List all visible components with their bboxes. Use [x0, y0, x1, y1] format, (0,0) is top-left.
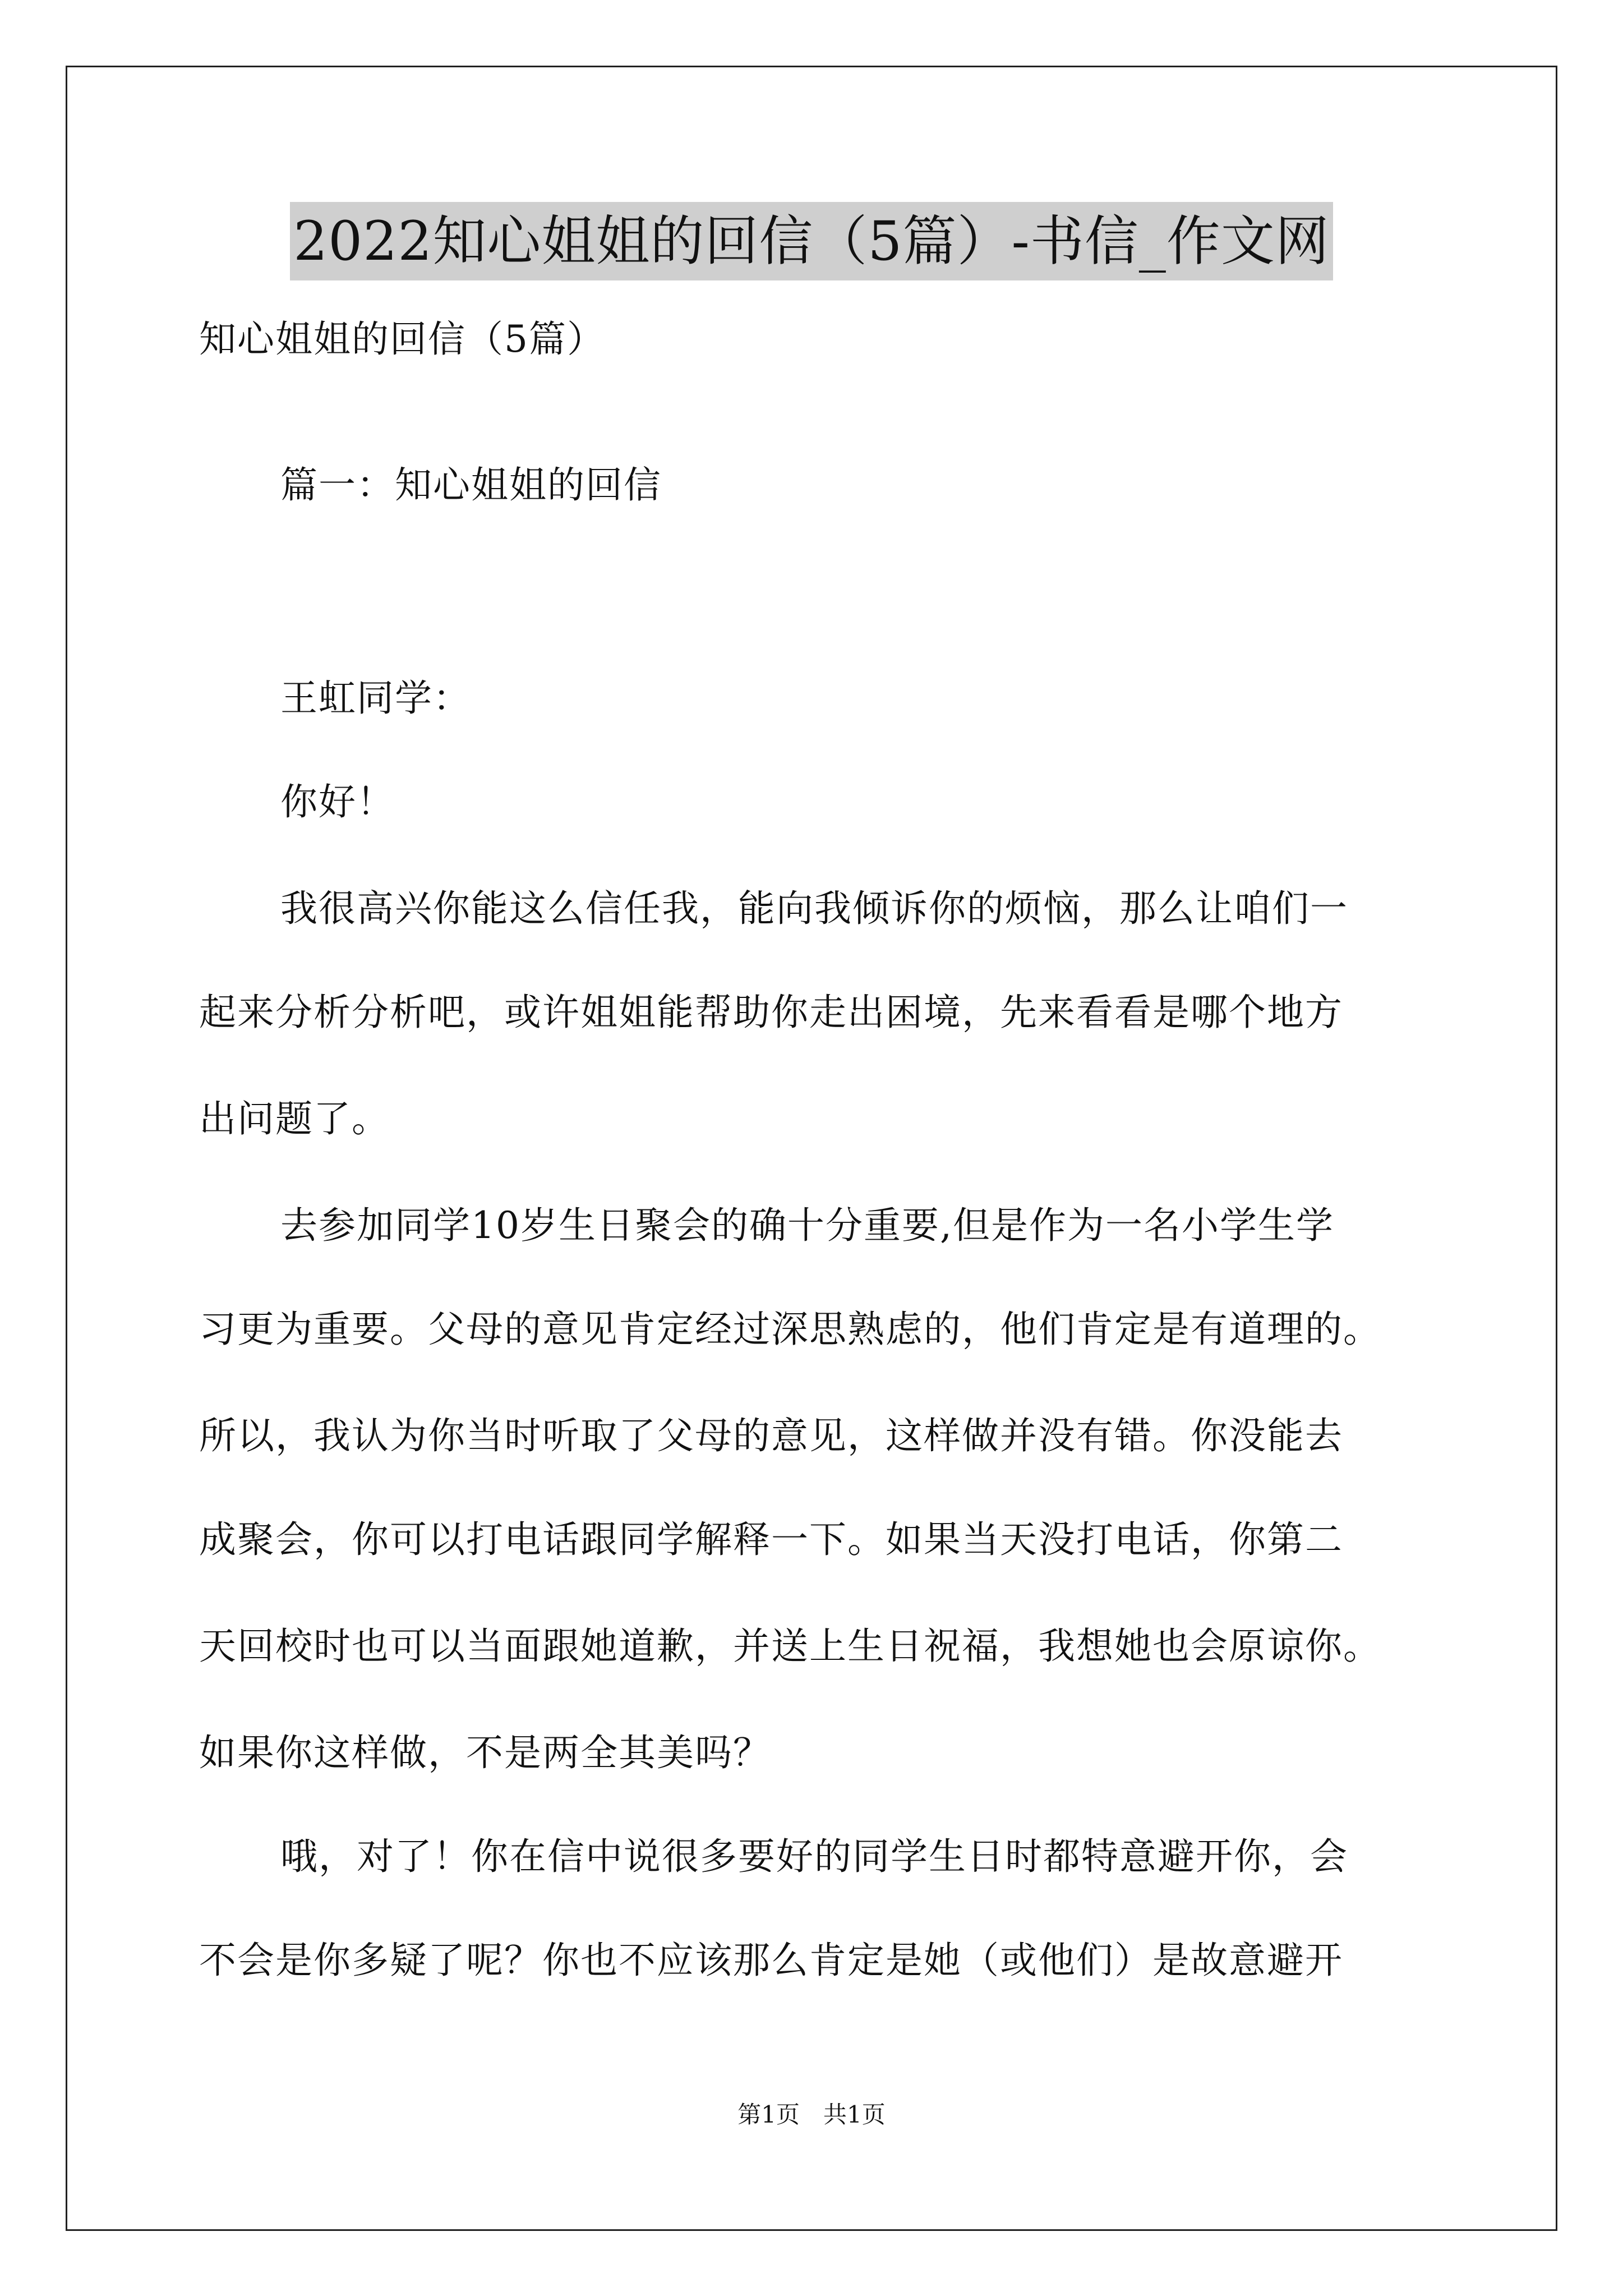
paragraph-line: 哦，对了！你在信中说很多要好的同学生日时都特意避开你，会 [280, 1835, 1348, 1878]
paragraph-line: 习更为重要。父母的意见肯定经过深思熟虑的，他们肯定是有道理的。 [199, 1308, 1381, 1351]
paragraph-line: 所以，我认为你当时听取了父母的意见，这样做并没有错。你没能去 [199, 1414, 1343, 1457]
letter-greeting: 王虹同学： [280, 677, 471, 720]
paragraph-line: 不会是你多疑了呢？你也不应该那么肯定是她（或他们）是故意避开 [199, 1939, 1343, 1982]
title-container [0, 202, 1623, 280]
page-border [66, 66, 1557, 2231]
paragraph-line: 如果你这样做，不是两全其美吗？ [199, 1731, 771, 1774]
paragraph-line: 天回校时也可以当面跟她道歉，并送上生日祝福，我想她也会原谅你。 [199, 1625, 1381, 1668]
document-title: 2022知心姐姐的回信（5篇）-书信_作文网 [290, 202, 1333, 280]
document-subtitle: 知心姐姐的回信（5篇） [199, 318, 605, 361]
paragraph-line: 去参加同学10岁生日聚会的确十分重要,但是作为一名小学生学 [280, 1204, 1334, 1247]
paragraph-line: 出问题了。 [199, 1097, 390, 1140]
page-footer: 第1页 共1页 [737, 2101, 886, 2128]
paragraph-line: 起来分析分析吧，或许姐姐能帮助你走出困境，先来看看是哪个地方 [199, 991, 1343, 1034]
letter-salutation: 你好！ [280, 780, 395, 823]
section-heading: 篇一：知心姐姐的回信 [280, 463, 662, 507]
paragraph-line: 我很高兴你能这么信任我，能向我倾诉你的烦恼，那么让咱们一 [280, 887, 1348, 930]
paragraph-line: 成聚会，你可以打电话跟同学解释一下。如果当天没打电话，你第二 [199, 1518, 1343, 1561]
